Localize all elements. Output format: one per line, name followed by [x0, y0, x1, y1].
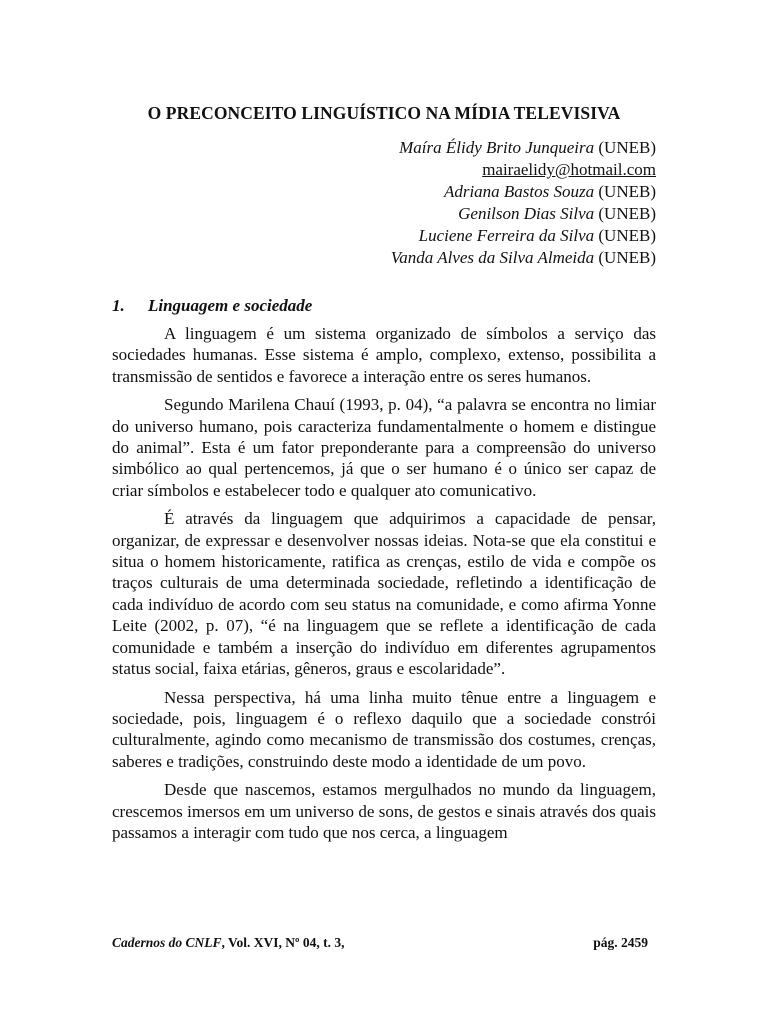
author-affiliation: (UNEB): [594, 204, 656, 223]
page-footer: [112, 935, 656, 951]
author-line: [391, 225, 656, 247]
author-affiliation: (UNEB): [594, 226, 656, 245]
section-heading: [112, 296, 312, 316]
paper-title: O PRECONCEITO LINGUÍSTICO NA MÍDIA TELEVISIVA: [147, 103, 621, 123]
paragraph: A linguagem é um sistema organizado de símbolos a serviço das sociedades humanas. Esse sistema é amplo, complexo, extenso, possibilita a transmissão de sentidos e favorece a interação entre os seres humanos.: [112, 324, 656, 386]
author-name: Genilson Dias Silva: [458, 204, 595, 223]
author-affiliation: (UNEB): [594, 182, 656, 201]
paragraph: Nessa perspectiva, há uma linha muito tênue entre a linguagem e sociedade, pois, linguagem é o reflexo daquilo que a sociedade constrói culturalmente, agindo como mecanismo de transmissão dos costumes, crenças, saberes e tradições, construindo deste modo a identidade de um povo.: [112, 687, 656, 771]
author-line: [391, 247, 656, 269]
author-line: [391, 203, 656, 225]
author-name: Luciene Ferreira da Silva: [418, 226, 595, 245]
paragraph: É através da linguagem que adquirimos a capacidade de pensar, organizar, de expressar e desenvolver nossas ideias. Nota-se que ela constitui e situa o homem historicamente, ratifica as crenças, estilo de vida e compõe os traços culturais de uma determinada sociedade, refletindo a identificação de cada indivíduo de acordo com seu status na comunidade, e como afirma Yonne Leite (2002, p. 07), “é na linguagem que se reflete a identificação de cada comunidade e também a inserção do indivíduo em diferentes agrupamentos status social, faixa etárias, gêneros, graus e escolaridade”.: [112, 509, 656, 679]
section-title: Linguagem e sociedade: [148, 296, 313, 315]
body-text: [112, 323, 656, 850]
paragraph: Segundo Marilena Chauí (1993, p. 04), “a palavra se encontra no limiar do universo humano, pois caracteriza fundamentalmente o homem e distingue do animal”. Esta é um fator preponderante para a compreensão do universo simbólico ao qual pertencemos, já que o ser humano é o único ser capaz de criar símbolos e estabelecer todo e qualquer ato comunicativo.: [112, 395, 656, 500]
author-name: Vanda Alves da Silva Almeida: [390, 248, 595, 267]
author-list: [391, 137, 656, 269]
author-affiliation: (UNEB): [594, 248, 656, 267]
author-affiliation: (UNEB): [594, 138, 656, 157]
section-number: 1.: [112, 296, 125, 315]
footer-journal: Cadernos do CNLF: [112, 935, 222, 950]
author-email-line: [391, 159, 656, 181]
author-email-link[interactable]: mairaelidy@hotmail.com: [482, 160, 656, 179]
paragraph: Desde que nascemos, estamos mergulhados no mundo da linguagem, crescemos imersos em um universo de sons, de gestos e sinais através dos quais passamos a interagir com tudo que nos cerca, a linguagem: [112, 780, 656, 842]
author-line: [391, 137, 656, 159]
author-name: Adriana Bastos Souza: [443, 182, 595, 201]
footer-page-number: pág. 2459: [593, 935, 648, 950]
author-line: [391, 181, 656, 203]
footer-volume: , Vol. XVI, Nº 04, t. 3,: [221, 935, 345, 950]
author-name: Maíra Élidy Brito Junqueira: [399, 138, 595, 157]
